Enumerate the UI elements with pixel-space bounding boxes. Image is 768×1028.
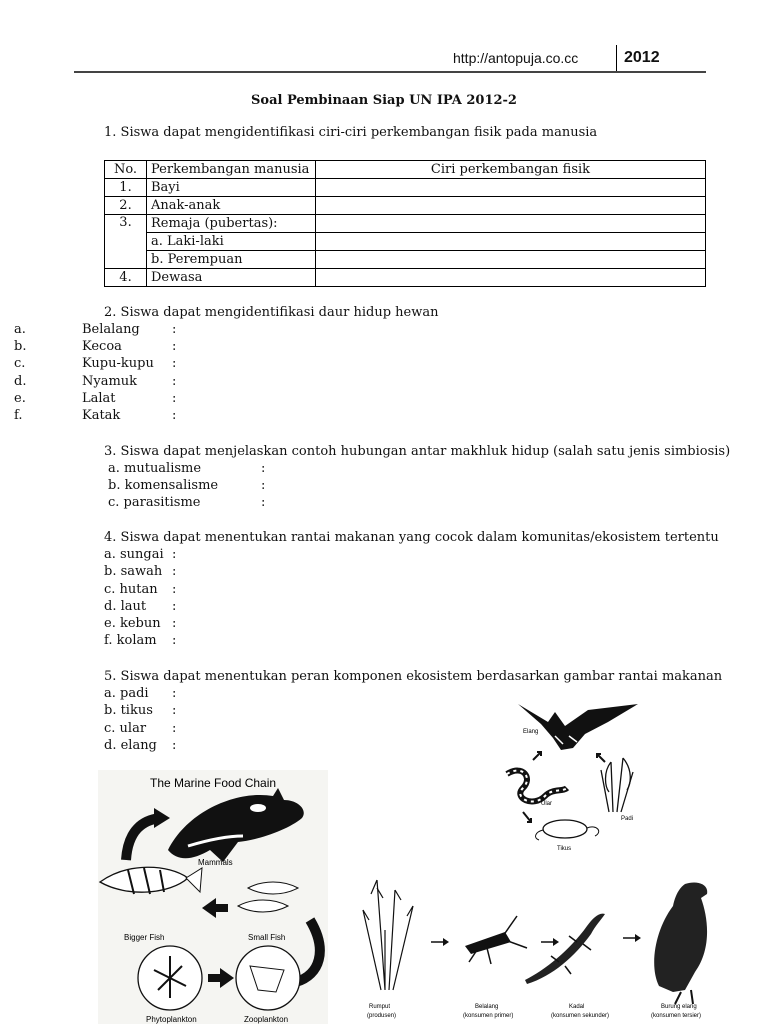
arrow-head-icon: [220, 968, 234, 988]
food-cycle-drawing: [493, 692, 643, 858]
row-answer-cell: [316, 269, 706, 287]
arrow-head-icon: [443, 938, 449, 946]
arrow-icon: [533, 752, 541, 760]
row-answer-cell: [316, 251, 706, 269]
item-name: b. tikus: [104, 703, 153, 718]
item-name: c. ular: [104, 721, 147, 736]
linear-food-chain-image: [355, 870, 721, 1024]
development-table: [104, 160, 706, 287]
row-no: 2.: [105, 197, 147, 215]
label-grasshopper: Belalang: [475, 1004, 499, 1010]
label-grass: Rumput: [369, 1004, 391, 1010]
label-eagle: Burung elang: [661, 1004, 697, 1010]
item-name: c. parasitisme: [108, 495, 201, 510]
item-name: b. komensalisme: [108, 478, 219, 493]
item-letter: d.: [14, 374, 27, 389]
arrow-head-icon: [553, 938, 559, 946]
label-lizard-role: (konsumen sekunder): [551, 1013, 610, 1019]
item-name: d. elang: [104, 738, 157, 753]
table-row: [105, 251, 706, 269]
food-cycle-image: [493, 692, 643, 858]
item-colon: :: [172, 547, 177, 562]
question-2: 2. Siswa dapat mengidentifikasi daur hidup hewan: [104, 305, 439, 320]
bigger-fish-illustration: [100, 867, 202, 894]
marine-food-chain-drawing: [98, 770, 328, 1024]
lizard-illustration: [525, 914, 605, 984]
item-letter: a.: [14, 322, 26, 337]
question-5: 5. Siswa dapat menentukan peran komponen ekosistem berdasarkan gambar rantai makanan: [104, 669, 723, 684]
item-name: f. kolam: [104, 633, 157, 648]
arrow-head-icon: [635, 934, 641, 942]
question-3: 3. Siswa dapat menjelaskan contoh hubungan antar makhluk hidup (salah satu jenis simbiosis): [104, 444, 731, 459]
item-name: Katak: [82, 408, 121, 423]
row-stage: Bayi: [147, 179, 316, 197]
item-colon: :: [172, 564, 177, 579]
table-row: [105, 215, 706, 233]
row-no: 1.: [105, 179, 147, 197]
header-characteristics: Ciri perkembangan fisik: [316, 161, 706, 179]
rat-illustration: [536, 820, 599, 840]
header-year: 2012: [624, 49, 660, 66]
item-colon: :: [261, 461, 266, 476]
item-name: a. padi: [104, 686, 149, 701]
item-name: a. sungai: [104, 547, 164, 562]
item-colon: :: [172, 703, 177, 718]
table-row: [105, 233, 706, 251]
linear-food-chain-drawing: [355, 870, 721, 1024]
label-lizard: Kadal: [569, 1004, 585, 1010]
row-no: 3.: [105, 215, 147, 269]
label-padi: Padi: [621, 816, 634, 822]
item-colon: :: [261, 478, 266, 493]
label-ular: Ular: [541, 801, 553, 807]
small-fish-illustration: [238, 882, 298, 912]
marine-title: The Marine Food Chain: [150, 776, 277, 790]
label-phytoplankton: Phytoplankton: [146, 1015, 197, 1024]
label-bigger-fish: Bigger Fish: [124, 933, 165, 942]
row-no: 4.: [105, 269, 147, 287]
item-name: Kupu-kupu: [82, 356, 154, 371]
row-answer-cell: [316, 233, 706, 251]
item-name: Kecoa: [82, 339, 122, 354]
arrow-icon: [597, 754, 605, 762]
grass-illustration: [363, 880, 413, 990]
row-answer-cell: [316, 179, 706, 197]
row-answer-cell: [316, 197, 706, 215]
item-name: a. mutualisme: [108, 461, 202, 476]
item-colon: :: [172, 616, 177, 631]
eagle-bird-illustration: [654, 882, 707, 1004]
item-colon: :: [172, 721, 177, 736]
item-name: c. hutan: [104, 582, 158, 597]
page-title: Soal Pembinaan Siap UN IPA 2012-2: [251, 93, 517, 108]
arrow-head-icon: [202, 898, 216, 918]
item-letter: c.: [14, 356, 26, 371]
table-row: [105, 269, 706, 287]
item-colon: :: [172, 599, 177, 614]
label-elang: Elang: [523, 729, 539, 735]
orca-illustration: [168, 788, 304, 862]
label-small-fish: Small Fish: [248, 933, 286, 942]
item-colon: :: [172, 339, 177, 354]
item-colon: :: [172, 408, 177, 423]
item-name: e. kebun: [104, 616, 161, 631]
arrow-icon: [523, 812, 531, 822]
grasshopper-illustration: [465, 916, 527, 964]
item-letter: e.: [14, 391, 26, 406]
marine-food-chain-image: [98, 770, 328, 1024]
item-colon: :: [261, 495, 266, 510]
item-colon: :: [172, 738, 177, 753]
row-stage: b. Perempuan: [147, 251, 316, 269]
table-row: [105, 179, 706, 197]
item-name: Lalat: [82, 391, 116, 406]
item-name: Nyamuk: [82, 374, 138, 389]
eagle-illustration: [518, 704, 638, 750]
rice-illustration: [601, 758, 633, 812]
label-eagle-role: (konsumen tersier): [651, 1013, 702, 1019]
table-row: [105, 197, 706, 215]
row-stage: Anak-anak: [147, 197, 316, 215]
item-colon: :: [172, 374, 177, 389]
header-rule: [74, 71, 706, 73]
header-divider: [616, 45, 617, 72]
item-name: Belalang: [82, 322, 140, 337]
item-letter: b.: [14, 339, 27, 354]
item-colon: :: [172, 686, 177, 701]
label-grass-role: (produsen): [367, 1013, 397, 1019]
item-colon: :: [172, 322, 177, 337]
header-development: Perkembangan manusia: [147, 161, 316, 179]
item-colon: :: [172, 633, 177, 648]
arrow-head-icon: [154, 808, 170, 828]
label-mammals: Mammals: [198, 858, 233, 867]
header-url: http://antopuja.co.cc: [453, 50, 579, 66]
item-letter: f.: [14, 408, 23, 423]
snake-illustration: [507, 771, 567, 802]
item-colon: :: [172, 582, 177, 597]
label-grasshopper-role: (konsumen primer): [463, 1013, 514, 1019]
row-answer-cell: [316, 215, 706, 233]
table-header-row: [105, 161, 706, 179]
label-tikus: Tikus: [557, 846, 572, 852]
header-no: No.: [105, 161, 147, 179]
item-colon: :: [172, 391, 177, 406]
row-stage: a. Laki-laki: [147, 233, 316, 251]
row-stage: Dewasa: [147, 269, 316, 287]
item-name: d. laut: [104, 599, 147, 614]
row-stage: Remaja (pubertas):: [147, 215, 316, 233]
question-4: 4. Siswa dapat menentukan rantai makanan yang cocok dalam komunitas/ekosistem tertentu: [104, 530, 719, 545]
label-zooplankton: Zooplankton: [244, 1015, 289, 1024]
item-name: b. sawah: [104, 564, 163, 579]
question-1: 1. Siswa dapat mengidentifikasi ciri-ciri perkembangan fisik pada manusia: [104, 125, 598, 140]
item-colon: :: [172, 356, 177, 371]
